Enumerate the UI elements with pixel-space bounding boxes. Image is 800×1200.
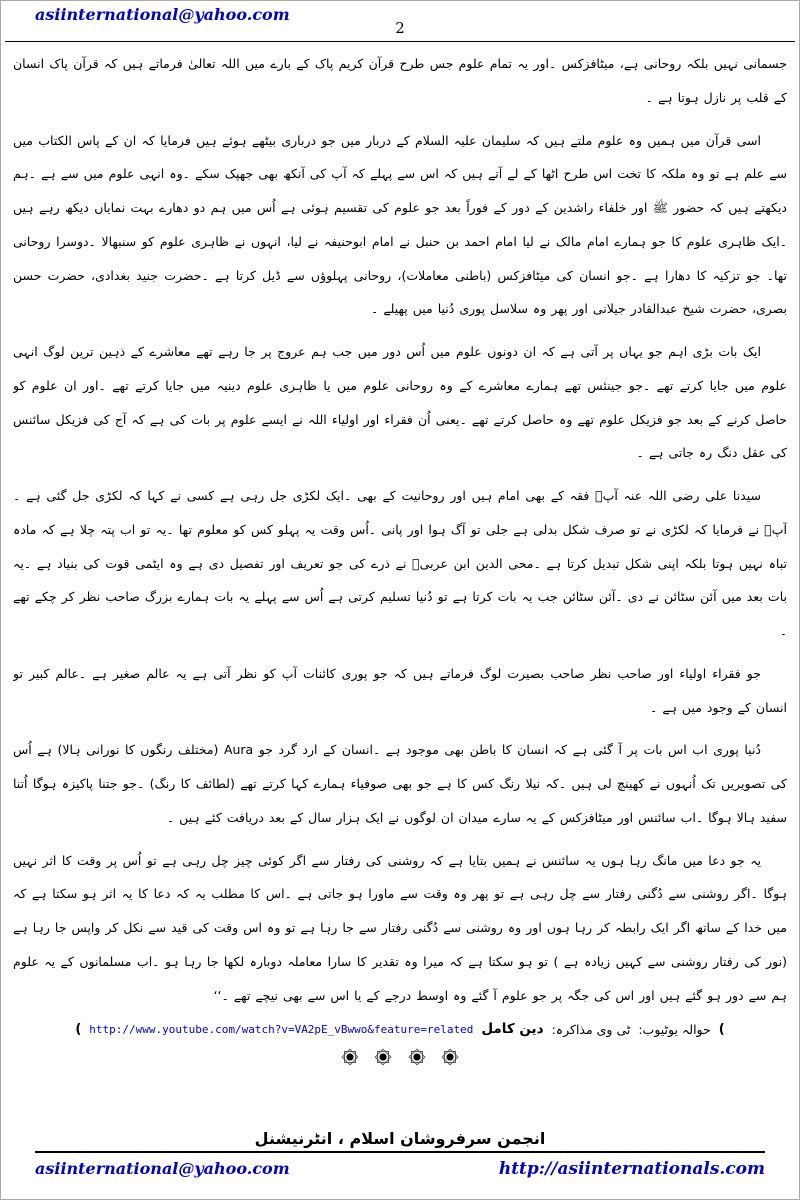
header-divider [5, 41, 795, 42]
document-body [13, 47, 787, 1125]
paragraph: جو فقراء اولیاء اور صاحب نظر صاحب بصیرت لوگ فرماتے ہیں کہ جو پوری کائنات آپ کو نظر آتی ہے یہ عالم صغیر ہے ۔عالم کبیر تو انسان کے وجود میں ہے ۔ [13, 665, 787, 715]
ornament-row [13, 1047, 787, 1065]
reference-open-paren: ( [75, 1021, 82, 1037]
reference-program: ٹی وی مذاکرہ: [551, 1021, 631, 1037]
footer-email-link[interactable]: asiinternational@yahoo.com [35, 1159, 290, 1178]
eight-point-star-icon [344, 1051, 356, 1063]
paragraph: اسی قرآن میں ہمیں وہ علوم ملتے ہیں کہ سلیمان علیہ السلام کے دربار میں جو درباری بیٹھے ہوئے ہیں فرمایا کہ ان کے پاس الکتاب میں سے علم ہے تو وہ ملکہ کا تخت اس طرح اٹھا کے لے آتے ہیں کہ اس سے پہلے کہ آپ کی آنکھ بھی جھپک سکے ۔وہ انہی علوم میں سے ہے ۔ہم دیکھتے ہیں کہ حضور ﷺ اور خلفاء راشدین کے دور کے فوراً بعد جو علوم کی تقسیم ہوئی ہے اُس میں ہم دو دھارے بہت نمایاں دیکھ رہے ہیں ۔ایک ظاہری علوم کا جو ہمارے امام مالک نے لیا امام احمد بن حنبل نے امام ابوحنیفہ نے لیا، انہوں نے ظاہری علوم کو سنبھالا ۔دوسرا روحانی تھا۔ جو تزکیہ کا دھارا ہے ۔جو انسان کی میٹافزکس (باطنی معاملات)، روحانی پہلوؤں سے ڈیل کرتا ہے ۔حضرت جنید بغدادی، حضرت حسن بصری، حضرت شیخ عبدالقادر جیلانی اور پھر وہ سلاسل پوری دُنیا میں پھیلے ۔ [13, 132, 787, 317]
footer-website-link[interactable]: http://asiinternationals.com [498, 1159, 765, 1179]
eight-point-star-icon [411, 1051, 423, 1063]
youtube-reference-line [13, 1021, 787, 1037]
youtube-url-link[interactable]: http://www.youtube.com/watch?v=VA2pE_vBwwo&feature=related [89, 1022, 474, 1036]
paragraph: یہ جو دعا میں مانگ رہا ہوں یہ سائنس نے ہمیں بتایا ہے کہ روشنی کی رفتار سے اگر کوئی چیز چل رہی ہے تو اُس پر وقت کا اثر نہیں ہوگا ۔اگر روشنی سے دُگنی رفتار سے چل رہی ہے تو پھر وہ وقت سے ماورا ہو جاتی ہے ۔اس کا مطلب یہ کہ دعا کا یہ اثر ہو سکتا ہے کہ میں خدا کے ساتھ اگر ایک رابطہ کر رہا ہوں اور وہ روشنی سے دُگنی رفتار سے جا رہا ہے تو وہ اس وقت کی قید سے نکل کر واپس جا رہا ہے (نور کی رفتار روشنی سے کہیں زیادہ ہے ) تو ہو سکتا ہے کہ میرا وہ تقدیر کا سارا معاملہ دوبارہ لکھا جا رہا ہو ۔اب مسلمانوں کے یہ علوم ہم سے دور ہو گئے ہیں اور اس کی جگہ پر جو علوم آ گئے وہ اوسط درجے کے یا اس سے بھی نیچے تھے ۔‘‘ [13, 852, 787, 1003]
reference-title: دین کامل [481, 1021, 544, 1038]
page-header [1, 1, 799, 43]
header-email-link[interactable]: asiinternational@yahoo.com [35, 5, 290, 24]
paragraph: سیدنا علی رضی اللہ عنہ آپؓ فقہ کے بھی امام ہیں اور روحانیت کے بھی ۔ایک لکڑی جل رہی ہے کسی نے کہا کہ لکڑی جل گئی ہے ۔آپؓ نے فرمایا کہ لکڑی نے تو صرف شکل بدلی ہے جلی تو آگ ہوا اور پانی ۔اُس وقت یہ پہلو کس کو معلوم تھا ۔یہ تو اب پتہ چلا ہے کہ مادہ تباہ نہیں ہوتا بلکہ اپنی شکل تبدیل کرتا ہے ۔محی الدین ابن عربیؒ نے ذرے کی جو تعریف اور تفصیل دی ہے وہ ایٹمی قوت کی بنیاد ہے ۔یہ بات بعد میں آئن سٹائن نے دی ۔آئن سٹائن جب یہ بات کرتا ہے تو دُنیا تسلیم کرتی ہے اُس سے پہلے یہ بات ہمارے بزرگ صاحب نظر کر چکے تھے ۔ [13, 488, 787, 638]
eight-point-star-icon [377, 1051, 389, 1063]
organization-name: انجمن سرفروشان اسلام ، انٹرنیشنل [254, 1129, 546, 1148]
page-footer [13, 1129, 787, 1191]
paragraph: ایک بات بڑی اہم جو یہاں پر آتی ہے کہ ان دونوں علوم میں اُس دور میں جب ہم عروج پر جا رہے تھے معاشرے کے ذہین ترین لوگ انہی علوم میں جایا کرتے تھے ۔جو جینئس تھے ہمارے معاشرے کے وہ روحانی علوم میں یا ظاہری علوم دینیہ میں جایا کرتے تھے ۔اور ان علوم کو حاصل کرنے کے بعد جو فزیکل علوم تھے وہ حاصل کرتے تھے ۔یعنی اُن فقراء اور اولیاء اللہ نے ایسے علوم پر بات کی ہے کہ آج کی فزیکل سائنس کی عقل دنگ رہ جاتی ہے ۔ [13, 344, 787, 461]
eight-point-star-icon [444, 1051, 456, 1063]
reference-source: حوالہ یوٹیوب: [638, 1021, 711, 1037]
paragraph: جسمانی نہیں بلکہ روحانی ہے، میٹافزکس ۔اور یہ تمام علوم جس طرح قرآن کریم پاک کے بارے میں اللہ تعالیٰ فرماتے ہیں کہ قرآن پاک انسان کے قلب پر نازل ہوتا ہے ۔ [13, 56, 787, 105]
page-number: 2 [395, 19, 405, 37]
footer-divider [35, 1151, 765, 1153]
reference-close-paren: ( [718, 1021, 725, 1037]
footer-links [13, 1157, 787, 1183]
paragraph: دُنیا پوری اب اس بات پر آ گئی ہے کہ انسان کا باطن بھی موجود ہے ۔انسان کے ارد گرد جو Aura (مختلف رنگوں کا نورانی ہالا) ہے اُس کی تصویریں تک اُنہوں نے کھینچ لی ہیں ۔کہ نیلا رنگ کس کا ہے جو بھی صوفیاء ہمارے کہا کرتے تھے (لطائف کا رنگ) ۔جو جتنا پاکیزہ ہوگا اُتنا سفید ہالا ہوگا ۔اب سائنس اور میٹافزکس کے یہ سارے میدان ان لوگوں نے ایک ہزار سال کے بعد دریافت کئے ہیں ۔ [13, 742, 787, 825]
